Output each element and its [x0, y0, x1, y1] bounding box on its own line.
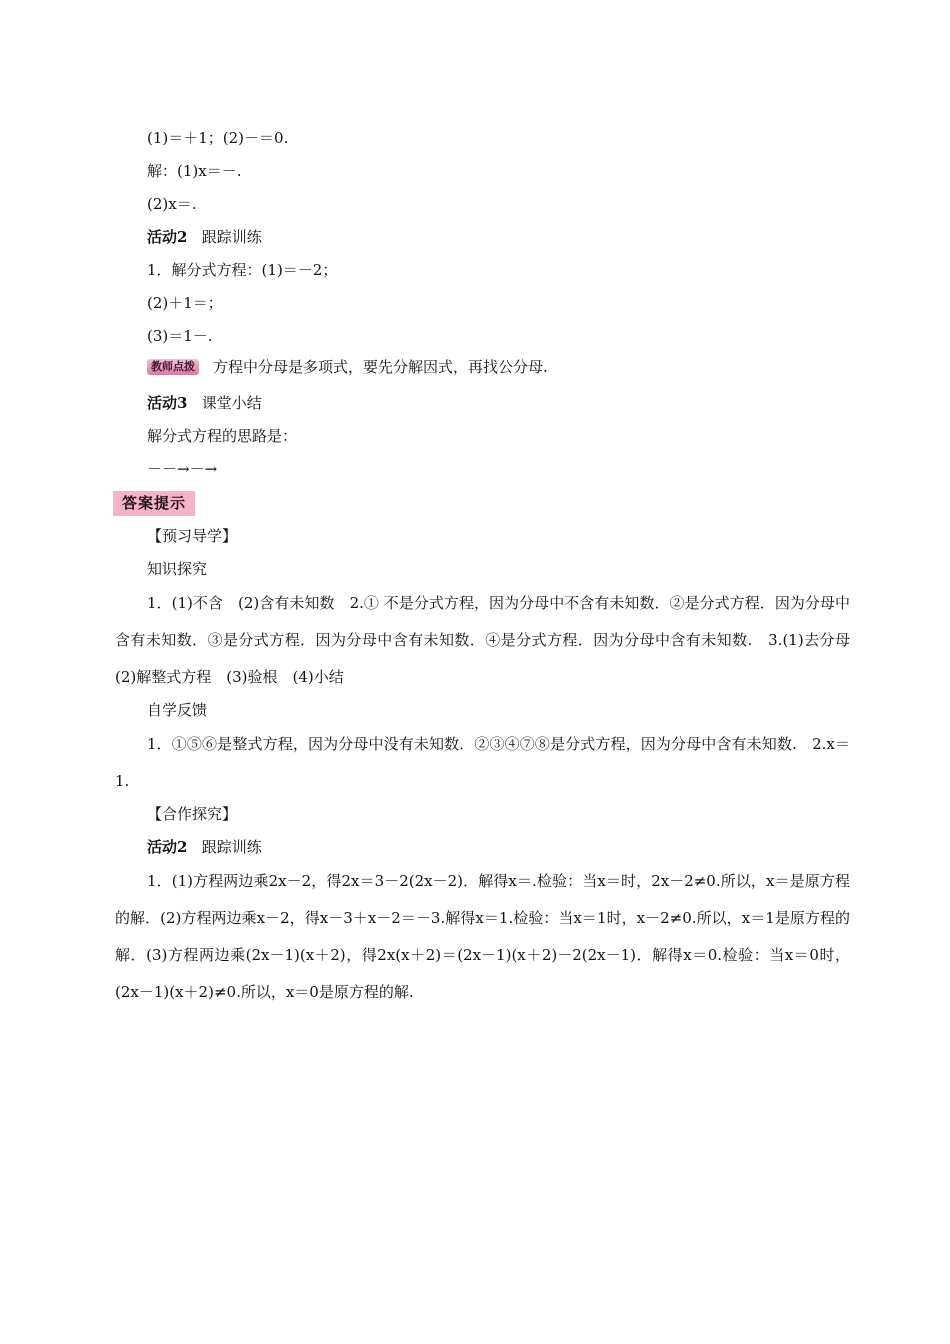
section-preview-guide: 【预习导学】: [147, 527, 238, 545]
exercise-line-3: (3)＝1－.: [147, 327, 213, 345]
subheading-self-feedback: 自学反馈: [147, 701, 208, 719]
teacher-tip-badge: 教师点拨: [147, 359, 199, 375]
summary-line: 解分式方程的思路是：: [147, 427, 298, 445]
solution-line-2: (2)x＝.: [147, 195, 197, 213]
answer-activity2-title: 跟踪训练: [201, 838, 262, 856]
activity3-heading: [147, 393, 262, 413]
teacher-tip-text: 方程中分母是多项式，要先分解因式，再找公分母.: [213, 358, 548, 376]
answer-paragraph-solutions: 1．(1)方程两边乘2x－2，得2x＝3－2(2x－2)．解得x＝.检验：当x＝时，2x－2≠0.所以，x＝是原方程的解．(2)方程两边乘x－2，得x－3＋x－2＝－3.解得x＝1.检验：当x＝1时，x－2≠0.所以，x＝1是原方程的解．(3)方程两边乘(2x－1)(x＋2)，得2x(x＋2)＝(2x－1)(x＋2)－2(2x－1)．解得x＝0.检验：当x＝0时，(2x－1)(x＋2)≠0.所以，x＝0是原方程的解.: [115, 872, 850, 1001]
activity2-label: 活动2: [147, 228, 188, 246]
exercise-line-2: (2)＋1＝；: [147, 294, 223, 312]
answer-paragraph-knowledge: 1．(1)不含 (2)含有未知数 2.① 不是分式方程，因为分母中不含有未知数．②是分式方程．因为分母中含有未知数．③是分式方程．因为分母中含有未知数．④是分式方程．因为分母中含有未知数. 3.(1)去分母 (2)解整式方程 (3)验根 (4)小结: [115, 594, 866, 686]
section-cooperative-explore: 【合作探究】: [147, 805, 238, 823]
teacher-tip: [147, 357, 548, 377]
activity3-title: 课堂小结: [201, 394, 262, 412]
activity2-heading: [147, 227, 262, 247]
exercise-line-1: 1．解分式方程：(1)＝－2；: [147, 261, 338, 279]
activity3-label: 活动3: [147, 394, 188, 412]
equation-line-1: (1)＝＋1；(2)－＝0.: [147, 129, 289, 147]
answer-hints-badge: 答案提示: [113, 491, 195, 516]
activity2-title: 跟踪训练: [201, 228, 262, 246]
answer-activity2-heading: [147, 837, 262, 857]
answer-paragraph-feedback: 1．①⑤⑥是整式方程，因为分母中没有未知数．②③④⑦⑧是分式方程，因为分母中含有未知数. 2.x＝1.: [115, 735, 850, 790]
solution-line-1: 解：(1)x＝－.: [147, 162, 242, 180]
summary-flow: －－→－→: [147, 460, 218, 478]
answer-activity2-label: 活动2: [147, 838, 188, 856]
subheading-knowledge-explore: 知识探究: [147, 560, 208, 578]
